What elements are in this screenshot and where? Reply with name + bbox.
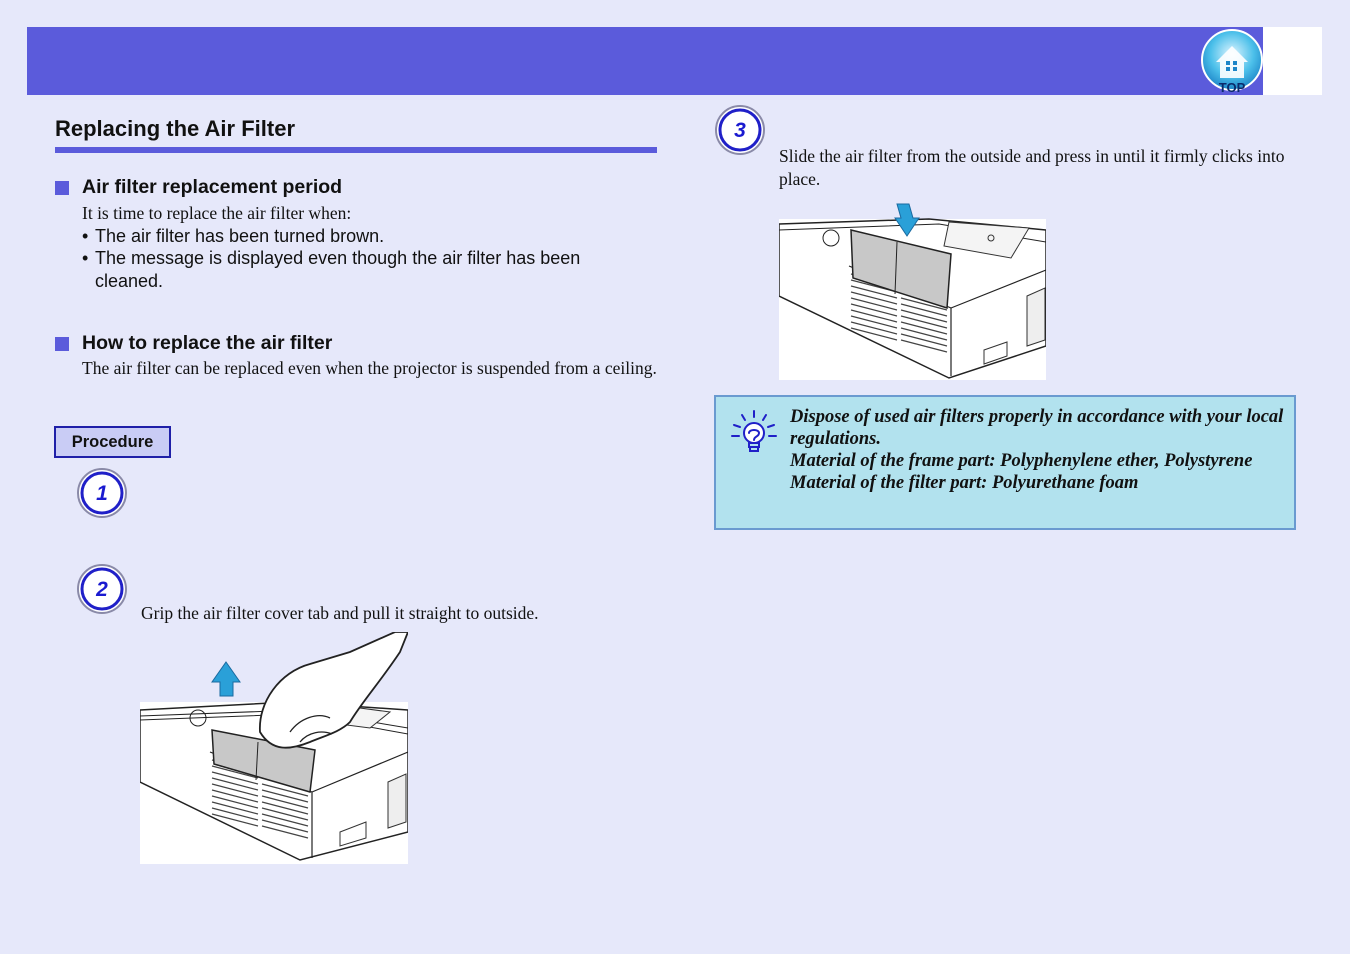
section-rule <box>55 147 657 153</box>
tip-line: Material of the frame part: Polyphenylene ether, Polystyrene <box>790 451 1253 471</box>
svg-text:TOP: TOP <box>1218 80 1246 95</box>
period-intro: It is time to replace the air filter when: <box>82 203 352 223</box>
section-title: Replacing the Air Filter <box>55 116 296 141</box>
subheading-how <box>55 332 332 355</box>
square-bullet-icon <box>55 181 69 195</box>
square-bullet-icon <box>55 337 69 351</box>
step-2-text: Grip the air filter cover tab and pull it straight to outside. <box>141 603 539 623</box>
tip-line: Material of the filter part: Polyurethane foam <box>790 473 1139 493</box>
home-icon <box>1199 28 1265 96</box>
subheading-period <box>55 176 342 199</box>
how-text: The air filter can be replaced even when the projector is suspended from a ceiling. <box>82 358 657 378</box>
tip-line: Dispose of used air filters properly in accordance with your local regulations. <box>790 407 1284 449</box>
step-3-badge <box>714 104 766 156</box>
step-1-badge <box>76 467 128 519</box>
tip-text <box>790 406 1290 494</box>
projector-insert-filter-illustration <box>779 200 1046 380</box>
procedure-label: Procedure <box>54 426 171 458</box>
bullet-item: • The message is displayed even though the air filter has been cleaned. <box>82 248 581 291</box>
top-button[interactable] <box>1199 28 1265 96</box>
subheading-period-text: Air filter replacement period <box>82 176 343 198</box>
step-3-text: Slide the air filter from the outside and press in until it firmly clicks into place. <box>779 146 1285 189</box>
lightbulb-tip-icon <box>730 409 778 455</box>
header-tab <box>1263 27 1322 95</box>
svg-text:2: 2 <box>96 578 108 601</box>
svg-text:1: 1 <box>96 482 108 505</box>
tip-box <box>714 395 1296 530</box>
step-2-badge <box>76 563 128 615</box>
projector-remove-filter-illustration <box>140 632 408 864</box>
subheading-how-text: How to replace the air filter <box>82 332 333 354</box>
svg-text:3: 3 <box>734 119 746 142</box>
bullet-item: • The air filter has been turned brown. <box>82 226 385 246</box>
header-bar <box>27 27 1263 95</box>
